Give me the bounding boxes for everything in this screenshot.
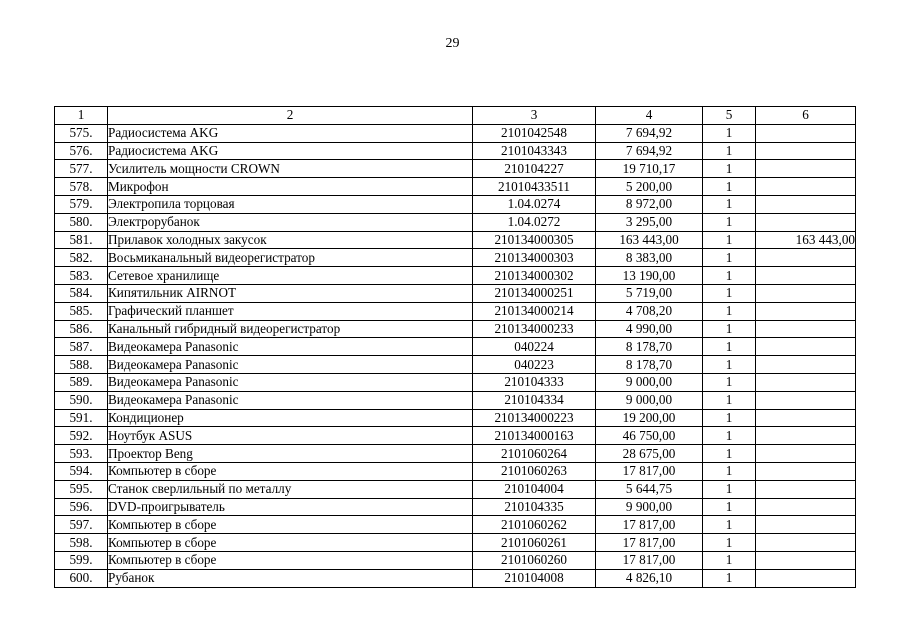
extra-amount: [756, 267, 856, 285]
extra-amount: [756, 142, 856, 160]
item-price: 7 694,92: [596, 124, 703, 142]
item-price: 4 826,10: [596, 569, 703, 587]
page-number: 29: [445, 36, 460, 51]
item-quantity: 1: [703, 569, 756, 587]
inventory-code: 1.04.0274: [473, 195, 596, 213]
table-row: [55, 320, 856, 338]
item-quantity: 1: [703, 391, 756, 409]
inventory-code: 210134000214: [473, 302, 596, 320]
item-price: 3 295,00: [596, 213, 703, 231]
item-name: Компьютер в сборе: [108, 516, 473, 534]
table-row: [55, 178, 856, 196]
table-row: [55, 551, 856, 569]
extra-amount: [756, 534, 856, 552]
item-price: 8 383,00: [596, 249, 703, 267]
item-price: 9 900,00: [596, 498, 703, 516]
inventory-code: 2101060260: [473, 551, 596, 569]
item-price: 9 000,00: [596, 373, 703, 391]
item-name: Ноутбук ASUS: [108, 427, 473, 445]
extra-amount: [756, 249, 856, 267]
inventory-table: [54, 106, 856, 588]
item-quantity: 1: [703, 462, 756, 480]
extra-amount: [756, 356, 856, 374]
table-row: [55, 409, 856, 427]
item-name: Восьмиканальный видеорегистратор: [108, 249, 473, 267]
item-price: 4 708,20: [596, 302, 703, 320]
inventory-code: 210134000223: [473, 409, 596, 427]
row-number: 587.: [55, 338, 108, 356]
inventory-code: 210134000305: [473, 231, 596, 249]
item-price: 9 000,00: [596, 391, 703, 409]
table-row: [55, 160, 856, 178]
column-header: 4: [596, 107, 703, 125]
row-number: 594.: [55, 462, 108, 480]
table-row: [55, 569, 856, 587]
row-number: 583.: [55, 267, 108, 285]
inventory-code: 2101060264: [473, 445, 596, 463]
extra-amount: [756, 427, 856, 445]
item-price: 7 694,92: [596, 142, 703, 160]
item-price: 4 990,00: [596, 320, 703, 338]
table-row: [55, 427, 856, 445]
extra-amount: [756, 551, 856, 569]
extra-amount: 163 443,00: [756, 231, 856, 249]
item-quantity: 1: [703, 284, 756, 302]
row-number: 597.: [55, 516, 108, 534]
item-name: Компьютер в сборе: [108, 534, 473, 552]
inventory-code: 21010433511: [473, 178, 596, 196]
item-quantity: 1: [703, 498, 756, 516]
inventory-code: 2101060261: [473, 534, 596, 552]
item-name: Рубанок: [108, 569, 473, 587]
item-name: Микрофон: [108, 178, 473, 196]
item-name: Графический планшет: [108, 302, 473, 320]
inventory-code: 210104227: [473, 160, 596, 178]
inventory-code: 210134000303: [473, 249, 596, 267]
item-quantity: 1: [703, 480, 756, 498]
column-header: 5: [703, 107, 756, 125]
item-quantity: 1: [703, 427, 756, 445]
item-name: Кондиционер: [108, 409, 473, 427]
item-name: Канальный гибридный видеорегистратор: [108, 320, 473, 338]
row-number: 586.: [55, 320, 108, 338]
extra-amount: [756, 391, 856, 409]
item-price: 163 443,00: [596, 231, 703, 249]
item-name: Станок сверлильный по металлу: [108, 480, 473, 498]
row-number: 585.: [55, 302, 108, 320]
item-name: DVD-проигрыватель: [108, 498, 473, 516]
item-quantity: 1: [703, 338, 756, 356]
item-name: Радиосистема AKG: [108, 142, 473, 160]
extra-amount: [756, 516, 856, 534]
item-name: Электропила торцовая: [108, 195, 473, 213]
column-header: 6: [756, 107, 856, 125]
item-price: 5 644,75: [596, 480, 703, 498]
item-quantity: 1: [703, 231, 756, 249]
inventory-code: 2101042548: [473, 124, 596, 142]
row-number: 581.: [55, 231, 108, 249]
table-row: [55, 195, 856, 213]
extra-amount: [756, 373, 856, 391]
item-price: 28 675,00: [596, 445, 703, 463]
row-number: 598.: [55, 534, 108, 552]
table-row: [55, 213, 856, 231]
inventory-code: 210104334: [473, 391, 596, 409]
item-name: Видеокамера Panasonic: [108, 373, 473, 391]
extra-amount: [756, 498, 856, 516]
row-number: 576.: [55, 142, 108, 160]
item-name: Электрорубанок: [108, 213, 473, 231]
extra-amount: [756, 338, 856, 356]
table-row: [55, 267, 856, 285]
item-price: 46 750,00: [596, 427, 703, 445]
row-number: 588.: [55, 356, 108, 374]
inventory-code: 210134000302: [473, 267, 596, 285]
table-row: [55, 302, 856, 320]
extra-amount: [756, 195, 856, 213]
item-quantity: 1: [703, 551, 756, 569]
row-number: 589.: [55, 373, 108, 391]
item-price: 19 200,00: [596, 409, 703, 427]
item-price: 17 817,00: [596, 551, 703, 569]
item-name: Кипятильник AIRNOT: [108, 284, 473, 302]
inventory-code: 2101060263: [473, 462, 596, 480]
item-name: Компьютер в сборе: [108, 551, 473, 569]
row-number: 596.: [55, 498, 108, 516]
item-name: Видеокамера Panasonic: [108, 391, 473, 409]
item-quantity: 1: [703, 213, 756, 231]
item-price: 17 817,00: [596, 516, 703, 534]
item-name: Видеокамера Panasonic: [108, 338, 473, 356]
item-quantity: 1: [703, 160, 756, 178]
row-number: 592.: [55, 427, 108, 445]
table-row: [55, 445, 856, 463]
item-price: 8 972,00: [596, 195, 703, 213]
row-number: 584.: [55, 284, 108, 302]
row-number: 582.: [55, 249, 108, 267]
table-row: [55, 284, 856, 302]
extra-amount: [756, 284, 856, 302]
table-row: [55, 249, 856, 267]
item-quantity: 1: [703, 178, 756, 196]
inventory-code: 210104333: [473, 373, 596, 391]
item-name: Сетевое хранилище: [108, 267, 473, 285]
extra-amount: [756, 480, 856, 498]
inventory-code: 210134000251: [473, 284, 596, 302]
table-row: [55, 373, 856, 391]
item-price: 17 817,00: [596, 462, 703, 480]
inventory-code: 2101060262: [473, 516, 596, 534]
extra-amount: [756, 160, 856, 178]
row-number: 590.: [55, 391, 108, 409]
table-row: [55, 356, 856, 374]
extra-amount: [756, 445, 856, 463]
table-row: [55, 534, 856, 552]
row-number: 595.: [55, 480, 108, 498]
item-quantity: 1: [703, 195, 756, 213]
row-number: 577.: [55, 160, 108, 178]
item-name: Прилавок холодных закусок: [108, 231, 473, 249]
table-row: [55, 516, 856, 534]
column-header: 2: [108, 107, 473, 125]
extra-amount: [756, 462, 856, 480]
table-row: [55, 391, 856, 409]
inventory-code: 2101043343: [473, 142, 596, 160]
extra-amount: [756, 178, 856, 196]
table-row: [55, 338, 856, 356]
row-number: 591.: [55, 409, 108, 427]
item-name: Видеокамера Panasonic: [108, 356, 473, 374]
row-number: 575.: [55, 124, 108, 142]
item-quantity: 1: [703, 373, 756, 391]
item-quantity: 1: [703, 320, 756, 338]
extra-amount: [756, 124, 856, 142]
inventory-code: 1.04.0272: [473, 213, 596, 231]
inventory-code: 210134000233: [473, 320, 596, 338]
row-number: 579.: [55, 195, 108, 213]
row-number: 593.: [55, 445, 108, 463]
item-quantity: 1: [703, 534, 756, 552]
extra-amount: [756, 213, 856, 231]
item-quantity: 1: [703, 516, 756, 534]
inventory-code: 210134000163: [473, 427, 596, 445]
item-price: 5 719,00: [596, 284, 703, 302]
item-price: 5 200,00: [596, 178, 703, 196]
item-quantity: 1: [703, 267, 756, 285]
extra-amount: [756, 409, 856, 427]
item-price: 17 817,00: [596, 534, 703, 552]
inventory-code: 210104004: [473, 480, 596, 498]
extra-amount: [756, 320, 856, 338]
item-quantity: 1: [703, 302, 756, 320]
table-row: [55, 498, 856, 516]
item-quantity: 1: [703, 249, 756, 267]
item-price: 19 710,17: [596, 160, 703, 178]
item-price: 8 178,70: [596, 338, 703, 356]
item-quantity: 1: [703, 142, 756, 160]
inventory-code: 040224: [473, 338, 596, 356]
item-quantity: 1: [703, 445, 756, 463]
column-header: 3: [473, 107, 596, 125]
table-row: [55, 124, 856, 142]
column-header: 1: [55, 107, 108, 125]
item-quantity: 1: [703, 409, 756, 427]
inventory-code: 040223: [473, 356, 596, 374]
item-name: Проектор Beng: [108, 445, 473, 463]
inventory-code: 210104008: [473, 569, 596, 587]
item-quantity: 1: [703, 356, 756, 374]
extra-amount: [756, 302, 856, 320]
header-row: [55, 107, 856, 125]
row-number: 599.: [55, 551, 108, 569]
row-number: 578.: [55, 178, 108, 196]
table-row: [55, 142, 856, 160]
inventory-code: 210104335: [473, 498, 596, 516]
table-row: [55, 480, 856, 498]
row-number: 600.: [55, 569, 108, 587]
item-name: Компьютер в сборе: [108, 462, 473, 480]
row-number: 580.: [55, 213, 108, 231]
item-name: Радиосистема AKG: [108, 124, 473, 142]
item-name: Усилитель мощности CROWN: [108, 160, 473, 178]
item-price: 8 178,70: [596, 356, 703, 374]
item-quantity: 1: [703, 124, 756, 142]
table-row: [55, 231, 856, 249]
extra-amount: [756, 569, 856, 587]
table-row: [55, 462, 856, 480]
item-price: 13 190,00: [596, 267, 703, 285]
